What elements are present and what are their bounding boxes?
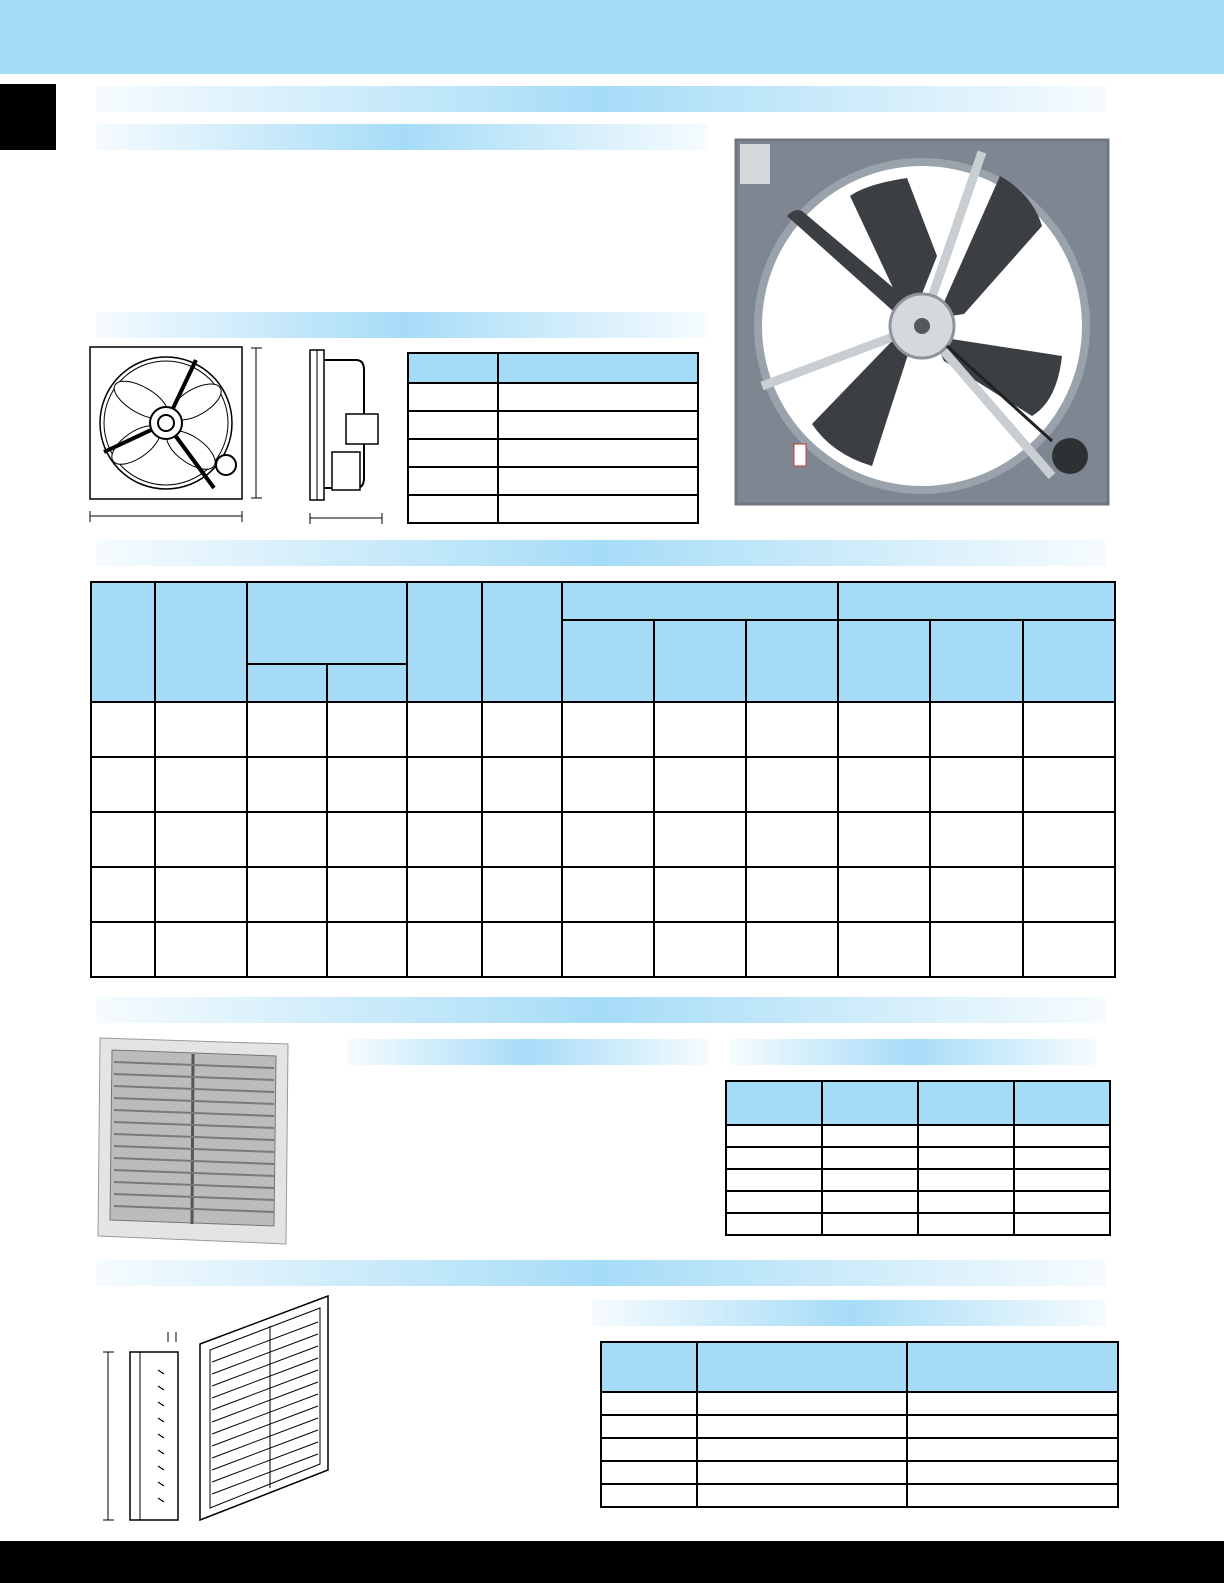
spec-header-cell xyxy=(155,582,247,702)
features-heading-bar xyxy=(96,124,708,150)
spec-header-cell xyxy=(654,620,746,702)
wall-shutter-header-cell xyxy=(601,1342,697,1392)
section-heading-bar xyxy=(96,86,1106,112)
table-row xyxy=(601,1461,1118,1484)
wall-shutter-table xyxy=(600,1341,1119,1508)
table-row xyxy=(91,922,1115,977)
fan-front-view-drawing xyxy=(86,340,276,526)
table-row xyxy=(601,1415,1118,1438)
header-band xyxy=(0,0,1224,74)
spec-header-cell xyxy=(1023,620,1115,702)
shutter-heading-bar xyxy=(96,997,1106,1023)
shutter-photo xyxy=(96,1036,292,1246)
spec-header-cell xyxy=(482,582,562,702)
table-row xyxy=(408,467,698,495)
dimensions-table xyxy=(407,352,699,524)
wall-shutter-table-heading-bar xyxy=(592,1300,1106,1326)
dimensions-header-cell xyxy=(498,353,698,383)
fan-photo-svg xyxy=(732,136,1114,512)
spec-header-cell xyxy=(91,582,155,702)
shutter-side-view-svg xyxy=(100,1330,184,1526)
table-row xyxy=(726,1213,1110,1235)
spec-header-cell xyxy=(930,620,1023,702)
footer-band xyxy=(0,1541,1224,1583)
table-row xyxy=(726,1125,1110,1147)
table-row xyxy=(726,1169,1110,1191)
table-row xyxy=(91,812,1115,867)
table-row xyxy=(726,1147,1110,1169)
wall-shutter-header-cell xyxy=(697,1342,907,1392)
fan-front-view-svg xyxy=(86,340,276,526)
dimensions-heading-bar xyxy=(96,312,708,338)
spec-header-cell xyxy=(327,664,407,702)
table-row xyxy=(601,1392,1118,1415)
specifications-table xyxy=(90,581,1116,978)
shutter-header-cell xyxy=(1014,1081,1110,1125)
shutter-perspective-svg xyxy=(196,1292,334,1524)
specifications-heading-bar xyxy=(96,540,1106,566)
shutter-perspective-drawing xyxy=(196,1292,334,1524)
shutter-side-view-drawing xyxy=(100,1330,184,1526)
table-row xyxy=(408,383,698,411)
shutter-table-heading-bar xyxy=(730,1039,1096,1065)
shutter-header-cell xyxy=(918,1081,1014,1125)
table-row xyxy=(601,1438,1118,1461)
spec-header-cell xyxy=(247,582,407,664)
shutter-header-cell xyxy=(726,1081,822,1125)
spec-header-cell xyxy=(838,620,930,702)
table-row xyxy=(601,1484,1118,1507)
spec-header-cell xyxy=(838,582,1115,620)
shutter-table xyxy=(725,1080,1111,1236)
table-row xyxy=(726,1191,1110,1213)
spec-header-cell xyxy=(407,582,482,702)
table-row xyxy=(408,495,698,523)
spec-header-cell xyxy=(746,620,838,702)
fan-photo xyxy=(732,136,1114,512)
table-row xyxy=(408,411,698,439)
table-row xyxy=(91,867,1115,922)
dimensions-header-cell xyxy=(408,353,498,383)
shutter-photo-svg xyxy=(96,1036,292,1246)
fan-side-view-svg xyxy=(306,348,388,528)
wall-shutter-heading-bar xyxy=(96,1260,1106,1286)
spec-header-cell xyxy=(562,620,654,702)
section-tab xyxy=(0,84,56,150)
spec-header-cell xyxy=(247,664,327,702)
fan-side-view-drawing xyxy=(306,348,388,528)
shutter-header-cell xyxy=(822,1081,918,1125)
wall-shutter-header-cell xyxy=(907,1342,1118,1392)
table-row xyxy=(91,702,1115,757)
table-row xyxy=(91,757,1115,812)
shutter-features-heading-bar xyxy=(348,1039,708,1065)
spec-header-cell xyxy=(562,582,838,620)
table-row xyxy=(408,439,698,467)
